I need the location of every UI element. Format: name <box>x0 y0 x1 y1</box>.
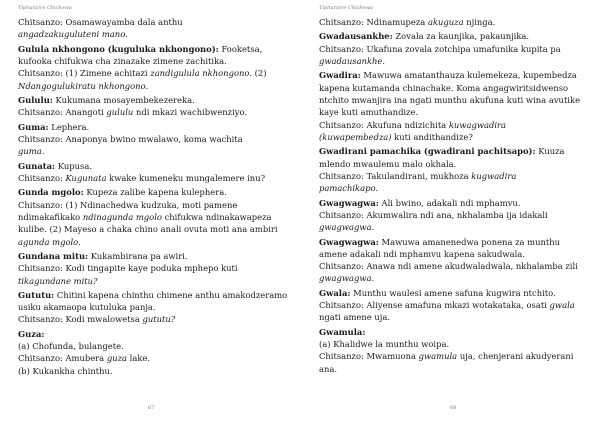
example-line <box>18 352 290 364</box>
dictionary-entry <box>319 287 589 324</box>
entry-definition-line <box>18 160 290 172</box>
example-line <box>18 275 290 287</box>
definition: Kukumana mosayembekezereka. <box>52 94 195 105</box>
example-line <box>18 365 290 377</box>
entry-definition-line <box>319 30 589 42</box>
italic-example: guma. <box>18 146 45 157</box>
headword: Gututu: <box>18 289 55 300</box>
italic-example: Ndangogulukiratu nkhongono. <box>18 80 149 91</box>
entry-definition-line <box>18 328 290 340</box>
example-line <box>18 80 290 92</box>
example-text: chifukwa ndinakawapeza kulibe. (2) Mayeso a chaka chino anali ovuta moti ana ambiri <box>18 211 278 235</box>
example-line <box>319 131 589 143</box>
italic-example: angadzakuguluteni mano. <box>18 29 128 40</box>
italic-example: pamachikapo. <box>319 183 379 194</box>
running-head: Tiphunzire Chichewa <box>18 5 72 11</box>
page-body <box>319 16 589 377</box>
entry-definition-line <box>319 145 589 170</box>
entry-definition-line <box>319 326 589 338</box>
italic-example: ndinagunda mgolo <box>82 211 162 222</box>
italic-example: gululu <box>106 107 134 118</box>
italic-example: gwadausankhe. <box>319 55 386 66</box>
example-text: kuti andithandize? <box>391 131 473 142</box>
example-line <box>319 55 589 67</box>
definition: Mawuwa amatanthauza kulemekeza, kupembedza kapena kutamanda chinachake. Koma angagwiritsidwenso ntchito mwanjira ina ngati munthu akufuna kuti wina avutike kaye kuti amuthandize. <box>319 70 581 118</box>
entry-definition-line <box>18 186 290 198</box>
headword: Guza: <box>18 328 45 339</box>
example-text: ndi mkazi wachibwenziyo. <box>133 107 248 118</box>
dictionary-entry <box>18 328 290 377</box>
example-text: (a) Chofunda, bulangete. <box>18 341 124 352</box>
headword: Gululu: <box>18 94 53 105</box>
dictionary-entry <box>319 236 589 285</box>
example-text: kwake kumeneku mungalemere inu? <box>106 172 266 183</box>
example-line <box>319 182 589 194</box>
example-text: Chitsanzo: Ukafuna zovala zotchipa umafunika kupita pa <box>319 43 561 54</box>
dictionary-entry <box>319 145 589 194</box>
entry-definition-line <box>18 121 290 133</box>
headword: Gwamula: <box>319 326 366 337</box>
headword: Gwadausankhe: <box>319 31 393 42</box>
example-line <box>319 350 589 375</box>
example-text: (a) Khalidwe la munthu woipa. <box>319 339 450 350</box>
example-line <box>319 16 589 28</box>
example-text: ngati amene uja. <box>319 312 391 323</box>
entry-definition-line <box>18 250 290 262</box>
headword: Gunata: <box>18 160 56 171</box>
example-text: Chitsanzo: Kodi mwalowetsa <box>18 314 143 325</box>
example-text: Chitsanzo: Anawa ndi amene akudwaladwala, nkhalamba zili <box>319 261 578 272</box>
example-line <box>18 340 290 352</box>
italic-example: (kuwapembedza) <box>319 131 392 142</box>
italic-example: kugwadira <box>471 170 517 181</box>
dictionary-entry <box>319 30 589 67</box>
dictionary-entry <box>18 94 290 119</box>
example-line <box>18 313 290 325</box>
example-line <box>18 145 290 157</box>
example-text: Chitsanzo: Aliyense amafuna mkazi wotakataka, osati <box>319 300 550 311</box>
page-number: 68 <box>450 405 457 411</box>
page-number: 67 <box>148 405 155 411</box>
example-line <box>18 28 290 40</box>
definition: Kuuza mlendo mwaulemu malo okhala. <box>319 146 565 169</box>
headword: Gundana mitu: <box>18 250 89 261</box>
example-text: Chitsanzo: (1) Zimene achitazi <box>18 68 151 79</box>
example-text: Chitsanzo: Ndinamupeza <box>319 17 428 27</box>
definition: Fooketsa, kufooka chifukwa cha zinazake zimene zachitika. <box>18 43 263 66</box>
dictionary-entry <box>319 16 589 28</box>
definition: Kukambirana pa awiri. <box>88 250 188 261</box>
example-text: njinga. <box>463 17 496 27</box>
right-page <box>300 0 600 424</box>
headword: Gwadirani pamachika (gwadirani pachitsapo): <box>319 146 536 157</box>
italic-example: akuguza <box>427 17 464 27</box>
dictionary-entry <box>319 69 589 143</box>
definition: Kupeza zalibe kapena kulephera. <box>83 187 227 198</box>
italic-example: gwala <box>549 300 575 311</box>
headword: Gunda mgolo: <box>18 187 84 198</box>
example-text: Chitsanzo: Amubera <box>18 353 107 364</box>
dictionary-entry <box>319 197 589 234</box>
example-line <box>319 209 589 221</box>
headword: Gwala: <box>319 287 351 298</box>
headword: Guma: <box>18 121 49 132</box>
headword: Gwadira: <box>319 70 361 81</box>
example-line <box>319 221 589 233</box>
entry-definition-line <box>319 197 589 209</box>
example-text: Chitsanzo: (1) Ndinachedwa kudzuka, moti pamene ndimakafikako <box>18 199 238 222</box>
entry-definition-line <box>319 236 589 261</box>
running-head: Tiphunzire Chichewa <box>319 5 373 11</box>
page-body <box>18 16 290 379</box>
example-line <box>18 106 290 118</box>
italic-example: gwagwagwa. <box>319 222 375 233</box>
example-line <box>319 260 589 285</box>
definition: Chitini kapena chinthu chimene anthu amakodzeramo usiku akamaopa kutuluka panja. <box>18 289 288 313</box>
example-text: (b) Kukankha chinthu. <box>18 365 113 376</box>
definition: Munthu waulesi amene safuna kugwira ntchito. <box>350 287 556 298</box>
definition: Ali bwino, adakali ndi mphamvu. <box>378 197 521 208</box>
example-line <box>18 199 290 248</box>
italic-example: Kugunata <box>65 172 107 183</box>
dictionary-entry <box>18 160 290 185</box>
italic-example: gututu? <box>142 314 176 325</box>
definition: Zovala za kaunjika, pakaunjika. <box>392 31 530 42</box>
example-line <box>18 133 290 145</box>
headword: Gulula nkhongono (kuguluka nkhongono): <box>18 43 219 54</box>
example-line <box>18 262 290 274</box>
entry-definition-line <box>18 94 290 106</box>
dictionary-entry <box>18 289 290 326</box>
example-text: Chitsanzo: Anaponya bwino mwalawo, koma wachita <box>18 133 243 144</box>
example-text: Chitsanzo: Anangoti <box>18 107 107 118</box>
example-text: Chitsanzo: Akufuna ndizichita <box>319 119 449 130</box>
entry-definition-line <box>18 289 290 314</box>
example-text: Chitsanzo: Osamawayamba dala anthu <box>18 17 183 27</box>
definition: Mawuwa amanenedwa ponena za munthu amene adakali ndi mphamvu kapena sakudwala. <box>319 236 561 259</box>
example-text: lake. <box>127 353 151 364</box>
entry-definition-line <box>319 69 589 118</box>
example-text: Chitsanzo: Takulandirani, mukhoza <box>319 170 472 181</box>
italic-example: zandigulula nkhongono. <box>150 68 252 79</box>
example-line <box>319 119 589 131</box>
example-line <box>18 172 290 184</box>
dictionary-entry <box>18 121 290 158</box>
italic-example: gwagwagwa. <box>319 273 375 284</box>
dictionary-entry <box>319 326 589 375</box>
example-text: Chitsanzo: Akumwalira ndi ana, nkhalamba ija idakali <box>319 209 548 220</box>
example-line <box>319 43 589 55</box>
example-text: (2) <box>251 68 267 79</box>
example-text: Chitsanzo: Mwamuona <box>319 351 419 362</box>
example-line <box>18 67 290 79</box>
example-line <box>319 338 589 350</box>
example-text: uja, chenjerani akudyerani ana. <box>319 351 574 374</box>
italic-example: tikagundane mitu? <box>18 275 98 286</box>
dictionary-entry <box>18 186 290 247</box>
example-text: Chitsanzo: Kodi tingapite kaye poduka mphepo kuti <box>18 263 238 274</box>
example-line <box>319 299 589 324</box>
italic-example: agunda mgolo. <box>18 236 81 247</box>
italic-example: guza <box>106 353 128 364</box>
dictionary-entry <box>18 250 290 287</box>
italic-example: kuwagwadira <box>448 119 507 130</box>
definition: Kupusa. <box>55 160 92 171</box>
headword: Gwagwagwa: <box>319 197 379 208</box>
example-text: Chitsanzo: <box>18 172 66 183</box>
entry-definition-line <box>319 287 589 299</box>
dictionary-entry <box>18 16 290 41</box>
example-line <box>319 170 589 182</box>
dictionary-entry <box>18 43 290 92</box>
italic-example: gwamula <box>418 351 458 362</box>
entry-definition-line <box>18 43 290 68</box>
headword: Gwagwagwa: <box>319 236 379 247</box>
definition: Lephera. <box>48 121 90 132</box>
example-line <box>18 16 290 28</box>
